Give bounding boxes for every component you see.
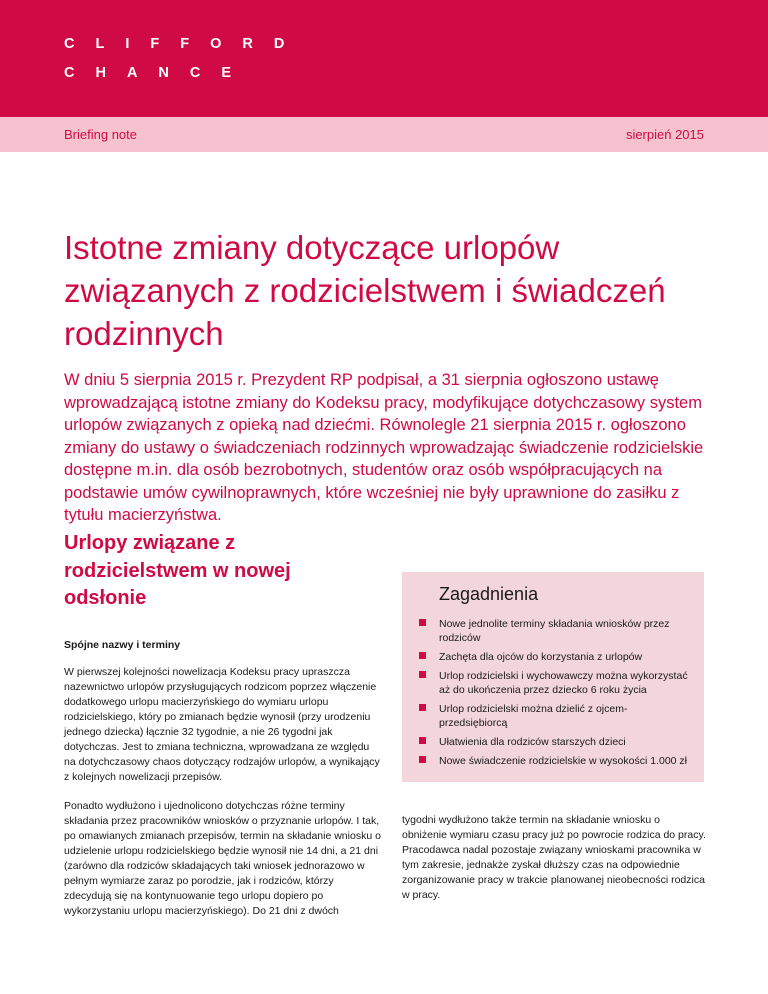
- topics-box-title: Zagadnienia: [439, 584, 539, 604]
- section-title: Urlopy związane z rodzicielstwem w nowej odsłonie: [64, 532, 291, 609]
- square-bullet-icon: [419, 756, 426, 763]
- square-bullet-icon: [419, 737, 426, 744]
- topic-item: [416, 754, 690, 768]
- topic-item-text: Ułatwienia dla rodziców starszych dzieci: [439, 736, 626, 748]
- topic-item-text: Zachęta dla ojców do korzystania z urlopów: [439, 651, 643, 663]
- logo-line-1: CLIFFORD: [64, 36, 306, 52]
- body-paragraph-continued: tygodni wydłużono także termin na składanie wniosku o obniżenie wymiaru czasu pracy już po powrocie rodzica do pracy. Pracodawca nadal pozostaje związany wnioskami pracownika w tym zakresie, jednakże zyskał dłuższy czas na odpowiednie zorganizowanie pracy w trakcie planowanej nieobecności rodzica w pracy.: [402, 814, 706, 901]
- body-paragraph-2: Ponadto wydłużono i ujednolicono dotychczas różne terminy składania przez pracowników wniosków o przyznanie urlopów. I tak, po omawianych zmianach przepisów, termin na składanie wniosku o udzielenie urlopu rodzicielskiego będzie wynosił nie 14 dni, a 21 dni (zarówno dla rodziców składających taki wniosek jednorazowo w pełnym wymiarze zaraz po porodzie, jak i rodziców, którzy zdecydują się na kontynuowanie tego urlopu dopiero po wykorzystaniu urlopu macierzyńskiego). Do 21 dni z dwóch: [64, 800, 381, 917]
- topic-item: [416, 617, 690, 645]
- lead-paragraph: W dniu 5 sierpnia 2015 r. Prezydent RP podpisał, a 31 sierpnia ogłoszono ustawę wprowadzającą istotne zmiany do Kodeksu pracy, modyfikujące dotychczasowy system urlopów związanych z opieką nad dziećmi. Równolegle 21 sierpnia 2015 r. ogłoszono zmiany do ustawy o świadczeniach rodzinnych wprowadzając świadczenie rodzicielskie dostępne m.in. dla osób bezrobotnych, studentów oraz osób współpracujących na podstawie umów cywilnoprawnych, które wcześniej nie były uprawnione do zasiłku z tytułu macierzyństwa.: [64, 371, 704, 524]
- square-bullet-icon: [419, 671, 426, 678]
- topic-item-text: Urlop rodzicielski można dzielić z ojcem-przedsiębiorcą: [439, 703, 628, 729]
- topic-item: [416, 650, 690, 664]
- topic-item-text: Nowe jednolite terminy składania wniosków przez rodziców: [439, 618, 670, 644]
- square-bullet-icon: [419, 704, 426, 711]
- topic-item-text: Urlop rodzicielski i wychowawczy można wykorzystać aż do ukończenia przez dziecko 6 roku życia: [439, 670, 688, 696]
- doc-type-label: Briefing note: [64, 127, 137, 142]
- body-paragraph-1: W pierwszej kolejności nowelizacja Kodeksu pracy upraszcza nazewnictwo urlopów przysługujących rodzicom poprzez włączenie dodatkowego urlopu macierzyńskiego do wymiaru urlopu rodzicielskiego, który po zmianach będzie wynosił (przy urodzeniu jednego dziecka) łącznie 32 tygodnie, a nie 26 tygodni jak dotychczas. Jest to zmiana techniczna, wprowadzana ze względu na dotychczasowy chaos dotyczący rodzajów urlopów, a wynikający z kolejnych nowelizacji przepisów.: [64, 666, 380, 783]
- topic-item: [416, 702, 690, 730]
- subheader-band: [0, 117, 768, 152]
- left-column: [64, 639, 382, 933]
- doc-date: sierpień 2015: [625, 127, 704, 142]
- topics-list: [416, 617, 690, 768]
- topic-item: [416, 735, 690, 749]
- square-bullet-icon: [419, 652, 426, 659]
- square-bullet-icon: [419, 619, 426, 626]
- topics-box: [402, 572, 704, 782]
- section-subheading: Spójne nazwy i terminy: [64, 639, 181, 651]
- topic-item-text: Nowe świadczenie rodzicielskie w wysokości 1.000 zł: [439, 755, 688, 767]
- page-title: Istotne zmiany dotyczące urlopów związanych z rodzicielstwem i świadczeń rodzinnych: [64, 229, 666, 352]
- topic-item: [416, 669, 690, 697]
- logo-line-2: CHANCE: [64, 65, 253, 81]
- header-band: [0, 0, 768, 117]
